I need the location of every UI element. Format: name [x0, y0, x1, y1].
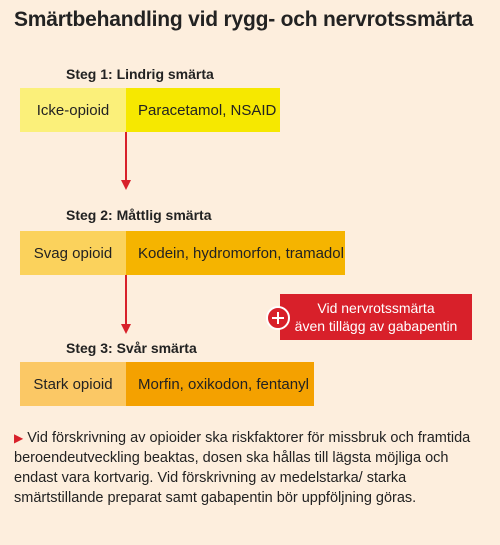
- triangle-bullet-icon: ▶: [14, 431, 24, 445]
- arrow-head-1: [121, 180, 131, 190]
- plus-icon: [266, 306, 290, 330]
- page-title: Smärtbehandling vid rygg- och nervrotssmärta: [14, 8, 474, 31]
- step-2-drugs: Kodein, hydromorfon, tramadol: [126, 231, 345, 275]
- note-line-2: även tillägg av gabapentin: [294, 318, 458, 334]
- step-3-label: Steg 3: Svår smärta: [66, 340, 197, 356]
- step-1-drugs: Paracetamol, NSAID: [126, 88, 280, 132]
- footnote-text: Vid förskrivning av opioider ska riskfaktorer för missbruk och framtida beroendeutveckling beaktas, dosen ska hållas till lägsta möjliga och endast vara kortvarig. Vid förskrivning av medelstarka/ starka smärtstillande preparat samt gabapentin bör uppföljning göras.: [14, 430, 471, 506]
- step-1-row: [20, 88, 280, 132]
- step-3-row: [20, 362, 314, 406]
- nerve-root-pain-note: [280, 294, 472, 340]
- step-2-label: Steg 2: Måttlig smärta: [66, 207, 212, 223]
- step-1-label: Steg 1: Lindrig smärta: [66, 66, 214, 82]
- footnote: [14, 428, 486, 508]
- step-2-row: [20, 231, 345, 275]
- step-1-category: Icke-opioid: [20, 88, 126, 132]
- note-line-1: Vid nervrotssmärta: [317, 300, 435, 316]
- arrow-head-2: [121, 324, 131, 334]
- arrow-step-2-to-3: [125, 275, 127, 324]
- step-3-category: Stark opioid: [20, 362, 126, 406]
- step-3-drugs: Morfin, oxikodon, fentanyl: [126, 362, 314, 406]
- step-2-category: Svag opioid: [20, 231, 126, 275]
- arrow-step-1-to-2: [125, 132, 127, 180]
